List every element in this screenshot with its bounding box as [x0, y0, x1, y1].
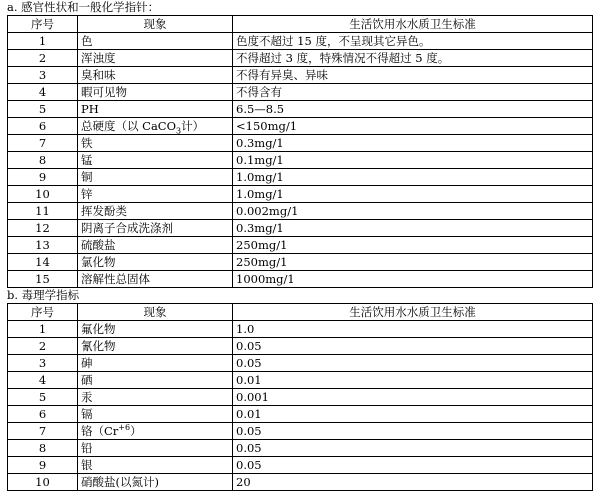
row-number: 4: [8, 372, 78, 389]
document-page: [7, 0, 597, 491]
row-number: 15: [8, 271, 78, 288]
row-item: 溶解性总固体: [78, 271, 233, 288]
row-item: [78, 423, 233, 440]
row-item: 砷: [78, 355, 233, 372]
row-standard: 250mg/1: [233, 237, 593, 254]
row-standard: 1.0: [233, 321, 593, 338]
row-standard: 色度不超过 15 度，不呈现其它异色。: [233, 33, 593, 50]
row-number: 7: [8, 135, 78, 152]
table-row: [8, 338, 593, 355]
section-b-table: [7, 303, 593, 491]
row-number: 5: [8, 389, 78, 406]
section-a-title: a. 感官性状和一般化学指针：: [7, 0, 160, 14]
row-item: 铅: [78, 440, 233, 457]
row-standard: 250mg/1: [233, 254, 593, 271]
row-number: 1: [8, 321, 78, 338]
table-row: [8, 271, 593, 288]
row-item: 银: [78, 457, 233, 474]
row-number: 2: [8, 50, 78, 67]
table-row: [8, 237, 593, 254]
row-standard: 0.01: [233, 406, 593, 423]
row-item: 镉: [78, 406, 233, 423]
row-number: 13: [8, 237, 78, 254]
row-standard: 6.5—8.5: [233, 101, 593, 118]
row-standard: 1000mg/1: [233, 271, 593, 288]
row-item: 汞: [78, 389, 233, 406]
row-item: 铁: [78, 135, 233, 152]
row-standard: 20: [233, 474, 593, 491]
row-number: 12: [8, 220, 78, 237]
table-row: [8, 118, 593, 135]
row-item: 锌: [78, 186, 233, 203]
table-row: [8, 203, 593, 220]
table-row: [8, 372, 593, 389]
row-item: 硒: [78, 372, 233, 389]
table-row: [8, 254, 593, 271]
row-standard: 0.05: [233, 440, 593, 457]
row-standard: <150mg/1: [233, 118, 593, 135]
row-number: 10: [8, 474, 78, 491]
row-item: 氟化物: [78, 321, 233, 338]
table-row: [8, 101, 593, 118]
table-row: [8, 474, 593, 491]
row-number: 5: [8, 101, 78, 118]
table-row: [8, 389, 593, 406]
table-row: [8, 440, 593, 457]
table-row: [8, 406, 593, 423]
row-standard: 1.0mg/1: [233, 186, 593, 203]
row-item: 锰: [78, 152, 233, 169]
row-number: 8: [8, 440, 78, 457]
row-standard: 0.002mg/1: [233, 203, 593, 220]
row-number: 6: [8, 406, 78, 423]
table-row: [8, 50, 593, 67]
row-standard: 0.05: [233, 338, 593, 355]
table-row: [8, 321, 593, 338]
table-row: [8, 457, 593, 474]
row-standard: 0.3mg/1: [233, 220, 593, 237]
table-row: [8, 186, 593, 203]
row-item: 浑浊度: [78, 50, 233, 67]
row-item: [78, 118, 233, 135]
row-number: 9: [8, 457, 78, 474]
row-item: 硫酸盐: [78, 237, 233, 254]
table-row: [8, 423, 593, 440]
header-item: 现象: [78, 304, 233, 321]
row-number: 7: [8, 423, 78, 440]
row-number: 10: [8, 186, 78, 203]
table-row: [8, 67, 593, 84]
row-standard: 0.3mg/1: [233, 135, 593, 152]
section-b-title: b. 毒理学指标: [7, 288, 80, 302]
row-item: 铜: [78, 169, 233, 186]
row-standard: 不得超过 3 度，特殊情况不得超过 5 度。: [233, 50, 593, 67]
row-standard: 0.1mg/1: [233, 152, 593, 169]
row-number: 6: [8, 118, 78, 135]
row-standard: 0.05: [233, 355, 593, 372]
header-item: 现象: [78, 16, 233, 33]
row-item-prefix: 总硬度（以 CaCO: [81, 119, 177, 133]
table-header-row: [8, 16, 593, 33]
table-row: [8, 169, 593, 186]
row-number: 4: [8, 84, 78, 101]
row-item: 色: [78, 33, 233, 50]
row-item: 臭和味: [78, 67, 233, 84]
header-number: 序号: [8, 16, 78, 33]
table-row: [8, 135, 593, 152]
table-header-row: [8, 304, 593, 321]
row-item-prefix: 铬（Cr: [81, 424, 119, 438]
row-item: 阴离子合成洗涤剂: [78, 220, 233, 237]
header-standard: 生活饮用水水质卫生标准: [233, 16, 593, 33]
row-item-suffix: ）: [130, 424, 142, 438]
header-number: 序号: [8, 304, 78, 321]
table-row: [8, 33, 593, 50]
row-item: 氰化物: [78, 338, 233, 355]
table-row: [8, 355, 593, 372]
section-a-table: [7, 15, 593, 288]
row-number: 9: [8, 169, 78, 186]
row-standard: 0.01: [233, 372, 593, 389]
row-number: 2: [8, 338, 78, 355]
row-number: 14: [8, 254, 78, 271]
row-standard: 0.05: [233, 457, 593, 474]
row-standard: 不得有异臭、异味: [233, 67, 593, 84]
row-item: 暇可见物: [78, 84, 233, 101]
row-item: PH: [78, 101, 233, 118]
row-item-superscript: +6: [118, 423, 131, 433]
row-standard: 1.0mg/1: [233, 169, 593, 186]
row-item-subscript: 3: [176, 126, 182, 135]
table-row: [8, 220, 593, 237]
row-number: 1: [8, 33, 78, 50]
row-item: 硝酸盐(以氮计): [78, 474, 233, 491]
row-number: 3: [8, 67, 78, 84]
header-standard: 生活饮用水水质卫生标准: [233, 304, 593, 321]
row-item-suffix: 计）: [181, 119, 205, 133]
row-item: 氯化物: [78, 254, 233, 271]
table-row: [8, 84, 593, 101]
row-number: 11: [8, 203, 78, 220]
row-number: 3: [8, 355, 78, 372]
row-standard: 0.001: [233, 389, 593, 406]
row-standard: 0.05: [233, 423, 593, 440]
row-item: 挥发酚类: [78, 203, 233, 220]
table-row: [8, 152, 593, 169]
row-standard: 不得含有: [233, 84, 593, 101]
row-number: 8: [8, 152, 78, 169]
